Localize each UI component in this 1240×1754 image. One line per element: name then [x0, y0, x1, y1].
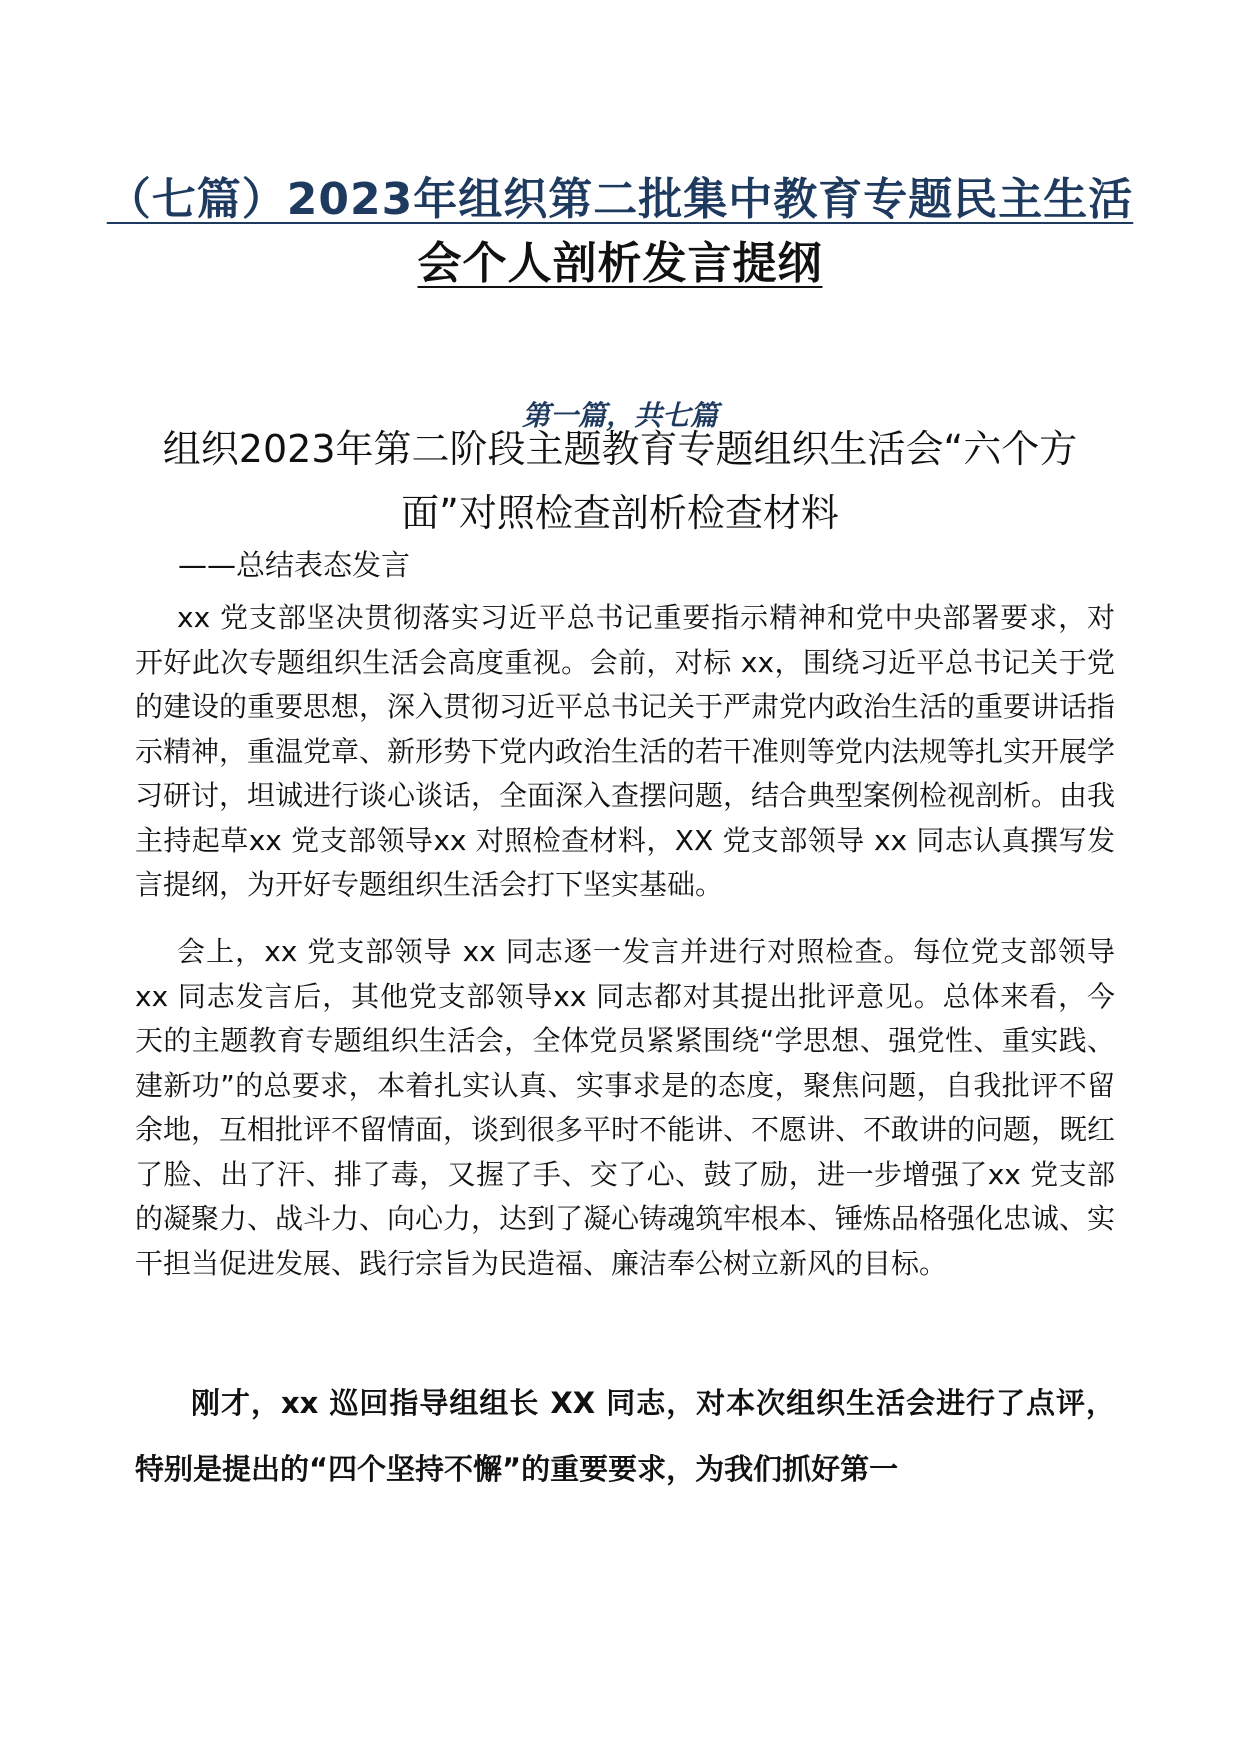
part-label: 第一篇，共七篇 [521, 399, 718, 432]
body-paragraph-3: 刚才，xx 巡回指导组组长 XX 同志，对本次组织生活会进行了点评，特别是提出的“四个坚持不懈”的重要要求，为我们抓好第一 [135, 1386, 1115, 1486]
section-title-line-1: 组织2023年第二阶段主题教育专题组织生活会“六个方 [162, 427, 1078, 471]
document-title-line-1 [100, 172, 1140, 228]
section-title-line-2: 面”对照检查剖析检查材料 [401, 491, 839, 535]
document-title-text-2: 会个人剖析发言提纲 [417, 238, 823, 289]
document-title-line-2 [100, 236, 1140, 292]
body-paragraph-1: xx 党支部坚决贯彻落实习近平总书记重要指示精神和党中央部署要求，对开好此次专题组织生活会高度重视。会前，对标 xx，围绕习近平总书记关于党的建设的重要思想，深入贯彻习近平总书记关于严肃党内政治生活的重要讲话指示精神，重温党章、新形势下党内政治生活的若干准则等党内法规等扎实开展学习研讨，坦诚进行谈心谈话，全面深入查摆问题，结合典型案例检视剖析。由我主持起草xx 党支部领导xx 对照检查材料，XX 党支部领导 xx 同志认真撰写发言提纲，为开好专题组织生活会打下坚实基础。 [135, 601, 1116, 901]
body-paragraph-2: 会上，xx 党支部领导 xx 同志逐一发言并进行对照检查。每位党支部领导 xx 同志发言后，其他党支部领导xx 同志都对其提出批评意见。总体来看，今天的主题教育专题组织生活会，全体党员紧紧围绕“学思想、强党性、重实践、建新功”的总要求，本着扎实认真、实事求是的态度，聚焦问题，自我批评不留余地，互相批评不留情面，谈到很多平时不能讲、不愿讲、不敢讲的问题，既红了脸、出了汗、排了毒，又握了手、交了心、鼓了励，进一步增强了xx 党支部的凝聚力、战斗力、向心力，达到了凝心铸魂筑牢根本、锤炼品格强化忠诚、实干担当促进发展、践行宗旨为民造福、廉洁奉公树立新风的目标。 [135, 935, 1116, 1280]
section-subheading: ——总结表态发言 [178, 548, 411, 582]
document-title-text-1: （七篇）2023年组织第二批集中教育专题民主生活 [106, 174, 1134, 225]
